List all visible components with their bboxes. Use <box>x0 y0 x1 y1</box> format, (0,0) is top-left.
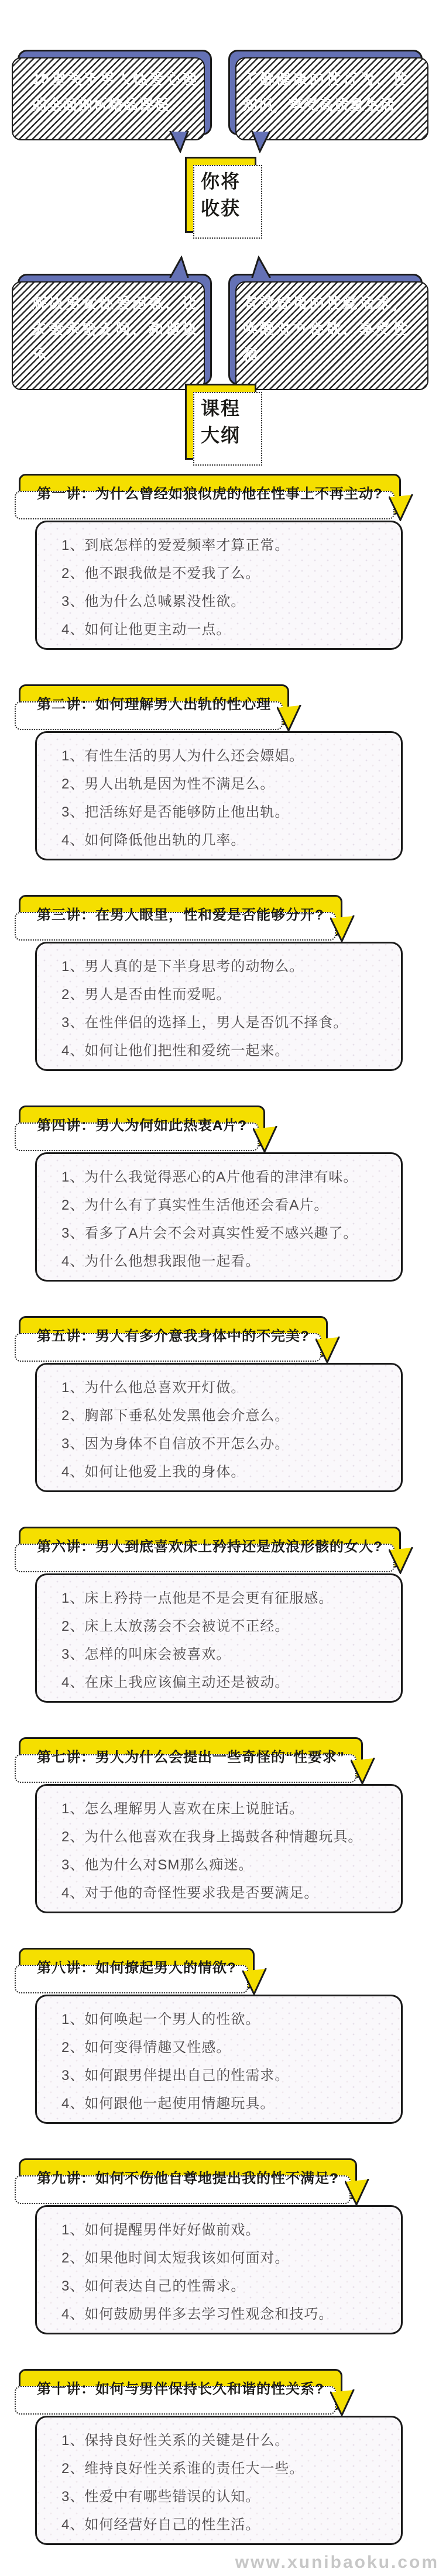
lecture-title: 第十讲：如何与男伴保持长久和谐的性关系? <box>37 2381 324 2397</box>
lecture-point: 2、维持良好性关系谁的责任大一些。 <box>61 2461 304 2477</box>
lecture-point: 2、为什么他喜欢在我身上捣鼓各种情趣玩具。 <box>61 1829 363 1845</box>
bubble-tail-up-icon <box>250 256 272 278</box>
lecture-title: 第七讲：男人为什么会提出一些奇怪的“性要求” <box>37 1750 345 1765</box>
bubble-tail-icon <box>345 2179 369 2206</box>
lecture-point: 4、如何跟他一起使用情趣玩具。 <box>61 2096 275 2112</box>
lecture-point: 4、为什么他想我跟他一起看。 <box>61 1253 260 1269</box>
lecture-card <box>35 2205 403 2334</box>
outline-badge <box>185 384 256 460</box>
speech-bubble <box>18 274 212 385</box>
bubble-tail-icon <box>277 705 301 732</box>
lecture-point: 2、男人是否由性而爱呢。 <box>61 987 231 1003</box>
lecture-point: 1、有性生活的男人为什么还会嫖娼。 <box>61 748 304 764</box>
lecture-title-bubble <box>19 1527 401 1568</box>
lecture-point: 4、如何让他更主动一点。 <box>61 622 231 638</box>
speech-bubble <box>18 50 212 135</box>
bubble-tail-down-icon <box>250 131 272 153</box>
lecture-title-bubble <box>19 1948 255 1989</box>
lecture-title: 第一讲：为什么曾经如狼似虎的他在性事上不再主动? <box>37 486 383 502</box>
lecture-point: 1、到底怎样的爱爱频率才算正常。 <box>61 538 290 553</box>
lecture-title: 第八讲：如何撩起男人的情欲? <box>37 1960 236 1976</box>
lecture-card <box>35 1784 403 1913</box>
lecture-card <box>35 1995 403 2124</box>
bubble-tail-icon <box>253 1126 277 1153</box>
lecture-title-bubble <box>19 684 289 725</box>
lecture-title: 第四讲：男人为何如此热衷A片? <box>37 1118 247 1134</box>
bubble-tail-icon <box>389 1547 413 1574</box>
bubble-tail-icon <box>351 1758 375 1785</box>
lecture-card <box>35 1573 403 1703</box>
lecture-title-bubble <box>19 474 401 515</box>
lecture-point: 4、如何让他爱上我的身体。 <box>61 1464 246 1480</box>
lecture-point: 2、男人出轨是因为性不满足么。 <box>61 776 275 792</box>
lecture-title-bubble <box>19 1106 265 1146</box>
speech-bubble <box>228 50 423 135</box>
lecture-point: 2、床上太放荡会不会被说不正经。 <box>61 1618 290 1634</box>
lecture-point: 4、如何鼓励男伴多去学习性观念和技巧。 <box>61 2306 334 2322</box>
lecture-point: 1、男人真的是下半身思考的动物么。 <box>61 959 304 974</box>
lecture-point: 2、他不跟我做是不爱我了么。 <box>61 566 260 581</box>
lecture-point: 2、胸部下垂私处发黑他会介意么。 <box>61 1408 290 1424</box>
lecture-point: 1、如何提醒男伴好好做前戏。 <box>61 2222 260 2238</box>
speech-bubble-text: 10堂关于男人性爱心理的全面剖析精品课程 <box>32 71 197 113</box>
lecture-title: 第六讲：男人到底喜欢床上矜持还是放浪形骸的女人? <box>37 1539 383 1555</box>
speech-bubble-text: 解决男女性爱困惑，让夫妻亲密无间，和谐快乐 <box>32 295 197 363</box>
lecture-point: 4、在床上我应该偏主动还是被动。 <box>61 1675 290 1690</box>
lecture-title: 第五讲：男人有多介意我身体中的不完美? <box>37 1328 310 1344</box>
lecture-title-bubble <box>19 1737 363 1778</box>
lecture-title: 第三讲：在男人眼里，性和爱是否能够分开? <box>37 907 324 923</box>
watermark: www.xunibaoku.com <box>235 2553 439 2572</box>
lecture-point: 1、怎么理解男人喜欢在床上说脏话。 <box>61 1801 304 1817</box>
lecture-card <box>35 731 403 860</box>
lecture-point: 3、他为什么对SM那么痴迷。 <box>61 1857 253 1873</box>
lecture-point: 1、为什么他总喜欢开灯做。 <box>61 1380 246 1396</box>
lecture-point: 3、怎样的叫床会被喜欢。 <box>61 1647 231 1662</box>
bubble-tail-down-icon <box>168 131 190 153</box>
bubble-tail-icon <box>330 2389 355 2416</box>
lecture-point: 1、保持良好性关系的关键是什么。 <box>61 2433 290 2448</box>
speech-bubble-text: 有效好用的性爱话术，唤醒对方性欲，享受性福 <box>243 295 408 363</box>
lecture-card <box>35 942 403 1071</box>
bubble-tail-icon <box>242 1968 267 1995</box>
outline-badge-line: 大纲 <box>200 425 241 446</box>
lecture-title-bubble <box>19 2369 342 2410</box>
gain-badge-line: 收获 <box>200 198 241 219</box>
speech-bubble <box>228 274 423 385</box>
bubble-tail-icon <box>389 494 413 521</box>
bubble-tail-up-icon <box>168 256 190 278</box>
lecture-point: 3、看多了A片会不会对真实性爱不感兴趣了。 <box>61 1225 358 1241</box>
bubble-tail-icon <box>330 915 355 942</box>
lecture-point: 2、如何变得情趣又性感。 <box>61 2040 231 2055</box>
lecture-point: 1、床上矜持一点他是不是会更有征服感。 <box>61 1590 334 1606</box>
lecture-title: 第九讲：如何不伤他自尊地提出我的性不满足? <box>37 2171 339 2186</box>
lecture-point: 2、如果他时间太短我该如何面对。 <box>61 2250 290 2266</box>
lecture-point: 2、为什么有了真实性生活他还会看A片。 <box>61 1197 329 1213</box>
lecture-title: 第二讲：如何理解男人出轨的性心理 <box>37 697 271 712</box>
lecture-title-bubble <box>19 2158 357 2199</box>
lecture-point: 1、为什么我觉得恶心的A片他看的津津有味。 <box>61 1169 358 1185</box>
gain-badge <box>185 157 256 233</box>
outline-badge-line: 课程 <box>200 398 241 419</box>
bubble-tail-icon <box>315 1337 340 1363</box>
speech-bubble-text: 了解健康的性行为、性知识，享受高质量生活 <box>243 71 408 113</box>
lecture-point: 4、如何经营好自己的性生活。 <box>61 2517 260 2533</box>
lecture-point: 4、如何降低他出轨的几率。 <box>61 832 246 848</box>
lecture-point: 3、如何跟男伴提出自己的性需求。 <box>61 2068 290 2083</box>
lecture-point: 3、因为身体不自信放不开怎么办。 <box>61 1436 290 1452</box>
lecture-point: 3、如何表达自己的性需求。 <box>61 2278 246 2294</box>
lecture-title-bubble <box>19 1316 328 1357</box>
lecture-card <box>35 1152 403 1282</box>
lecture-point: 4、如何让他们把性和爱统一起来。 <box>61 1043 290 1059</box>
lecture-point: 1、如何唤起一个男人的性欲。 <box>61 2012 260 2027</box>
lecture-card <box>35 2416 403 2545</box>
lecture-card <box>35 521 403 650</box>
gain-badge-line: 你将 <box>200 171 241 192</box>
lecture-point: 3、他为什么总喊累没性欲。 <box>61 594 246 609</box>
lecture-card <box>35 1363 403 1492</box>
lecture-point: 4、对于他的奇怪性要求我是否要满足。 <box>61 1885 319 1901</box>
lecture-point: 3、性爱中有哪些错误的认知。 <box>61 2489 260 2505</box>
lecture-point: 3、把活练好是否能够防止他出轨。 <box>61 804 290 820</box>
lecture-title-bubble <box>19 895 342 936</box>
lecture-point: 3、在性伴侣的选择上，男人是否饥不择食。 <box>61 1015 348 1031</box>
